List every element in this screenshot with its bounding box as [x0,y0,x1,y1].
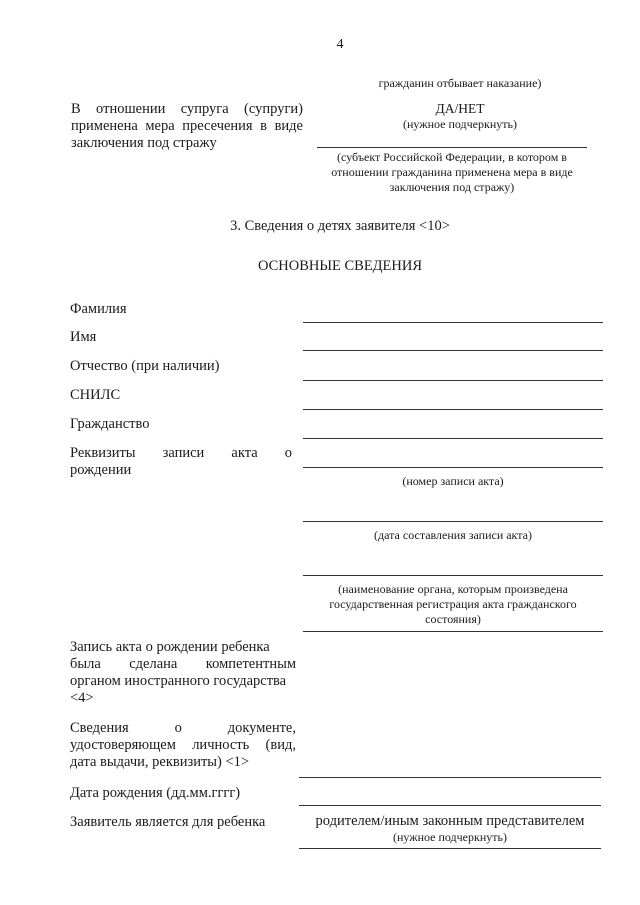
birth-date-field[interactable] [299,805,601,806]
applicant-relation-line [299,848,601,849]
hint-line: (субъект Российской Федерации, в котором в [337,150,567,164]
registry-org-field[interactable] [303,575,603,576]
subsection-title: ОСНОВНЫЕ СВЕДЕНИЯ [257,258,423,274]
hint-line: (наименование органа, которым произведена [338,582,568,596]
id-document-field[interactable] [299,777,601,778]
hint-line: заключения под стражу) [389,180,515,194]
citizenship-label: Гражданство [70,416,150,432]
snils-field[interactable] [303,409,603,410]
spouse-answer[interactable]: ДА/НЕТ [435,101,485,116]
label-line: <4> [70,690,94,706]
applicant-relation-label: Заявитель является для ребенка [70,814,266,830]
citizenship-field[interactable] [303,438,603,439]
record-number-hint: (номер записи акта) [402,474,504,488]
label-line: рождении [70,462,132,478]
section-title: 3. Сведения о детях заявителя <10> [230,218,450,234]
label-line: дата выдачи, реквизиты) <1> [70,754,250,770]
name-field[interactable] [303,350,603,351]
label-line: органом иностранного государства [70,673,287,689]
birth-date-label: Дата рождения (дд.мм.гггг) [70,785,241,801]
top-note: гражданин отбывает наказание) [378,76,542,90]
label-line: Реквизиты записи акта о [70,445,292,461]
hint-line: государственная регистрация акта гражданского [329,597,577,611]
page-number: 4 [336,37,344,52]
spouse-detention-label [71,101,303,152]
label-line: Запись акта о рождении ребенка [70,639,270,655]
surname-field[interactable] [303,322,603,323]
spouse-answer-hint: (нужное подчеркнуть) [403,117,517,131]
label-line: Сведения о документе, [70,720,296,736]
applicant-relation-hint: (нужное подчеркнуть) [393,830,507,844]
spouse-label-line: В отношении супруга (супруги) [71,101,303,117]
label-line: удостоверяющем личность (вид, [70,737,296,753]
label-line: была сделана компетентным [70,656,296,672]
birth-record-label [70,445,292,479]
foreign-record-label [70,639,296,707]
record-date-field[interactable] [303,521,603,522]
id-document-label [70,720,296,771]
hint-line: состояния) [425,612,481,626]
registry-org-bottom-line [303,631,603,632]
spouse-label-line: заключения под стражу [71,135,217,151]
name-label: Имя [70,329,97,345]
record-number-field[interactable] [303,467,603,468]
surname-label: Фамилия [70,301,127,317]
record-date-hint: (дата составления записи акта) [374,528,532,542]
spouse-subject-hint [317,150,587,195]
registry-org-hint [303,582,603,627]
patronymic-label: Отчество (при наличии) [70,358,220,374]
spouse-subject-line[interactable] [317,147,587,148]
hint-line: отношении гражданина применена мера в виде [331,165,573,179]
patronymic-field[interactable] [303,380,603,381]
spouse-label-line: применена мера пресечения в виде [71,118,303,134]
applicant-relation-answer[interactable]: родителем/иным законным представителем [315,813,585,829]
snils-label: СНИЛС [70,387,121,403]
